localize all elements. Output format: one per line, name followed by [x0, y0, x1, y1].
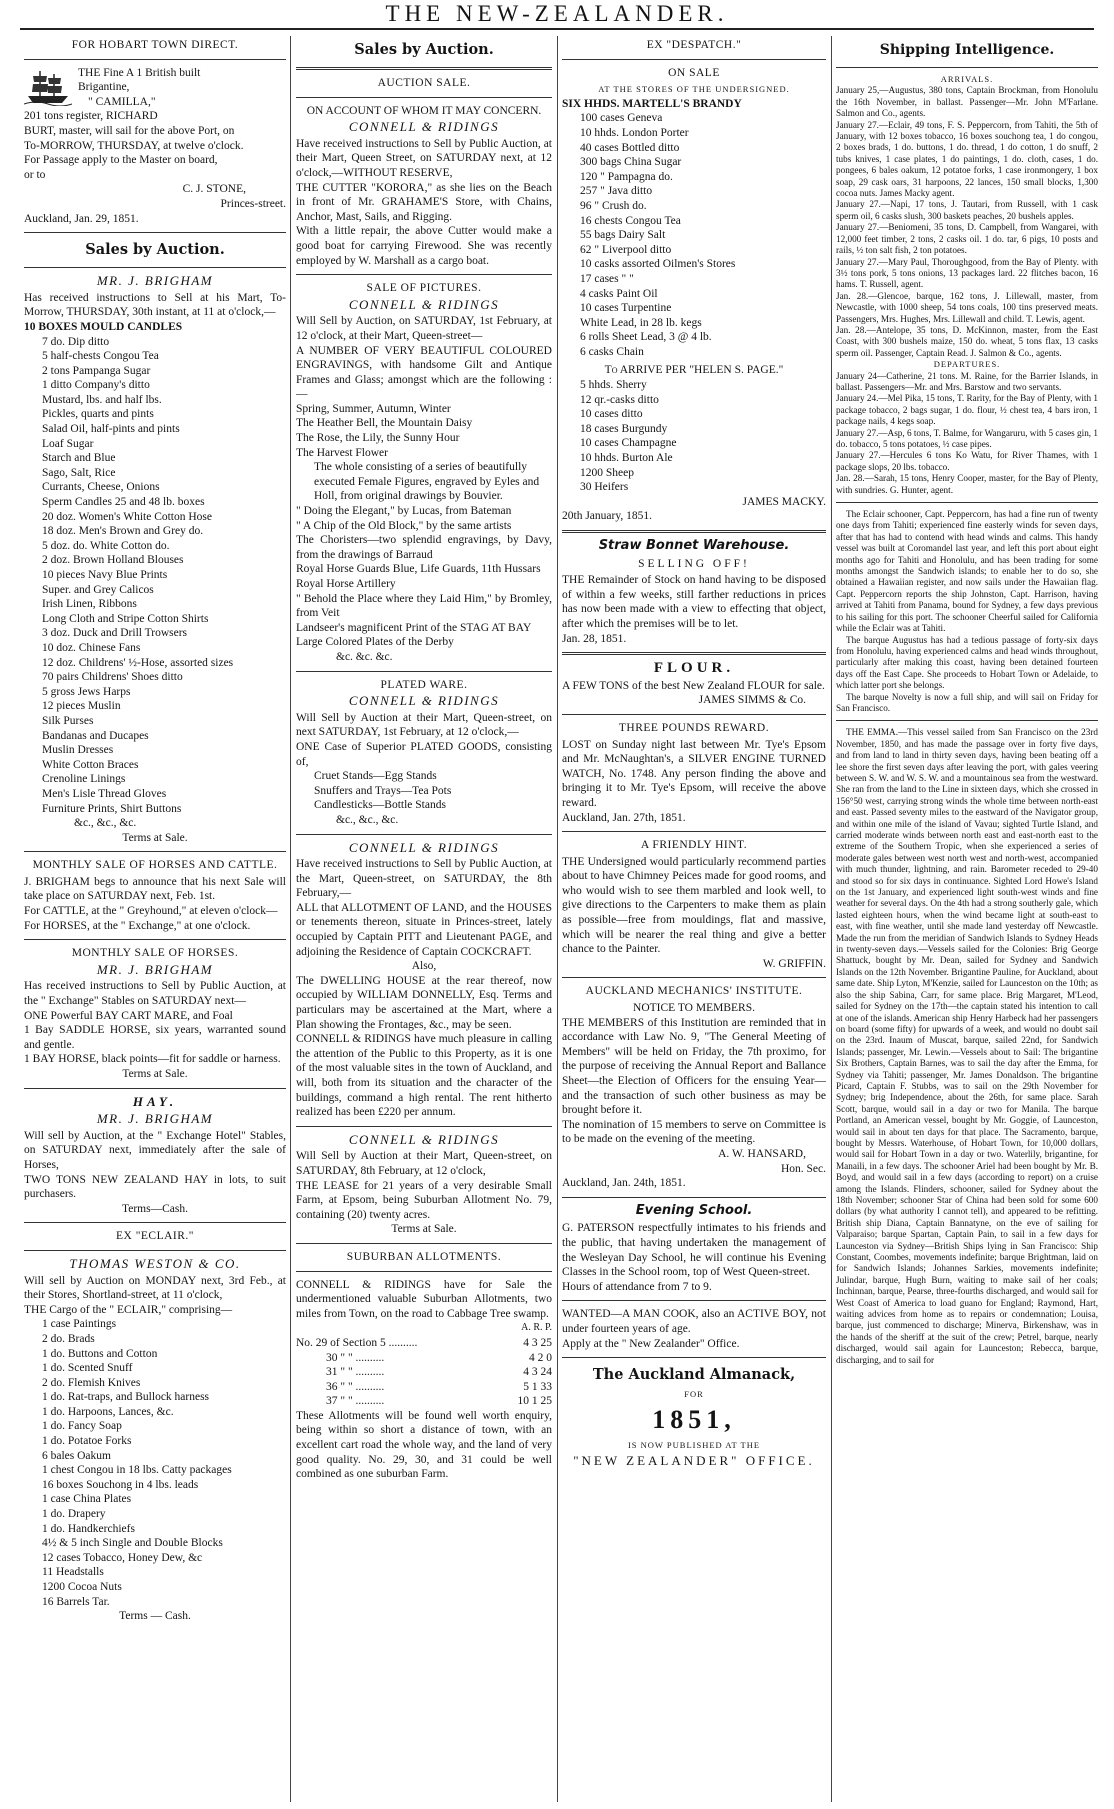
list-item: 6 bales Oakum: [42, 1449, 111, 1462]
list-item: 1 do. Rat-traps, and Bullock harness: [42, 1391, 210, 1404]
list-item: " Behold the Place where they Laid Him," by Bromley, from Veit: [296, 592, 552, 620]
divider: [24, 851, 286, 852]
ad-title: MONTHLY SALE OF HORSES AND CATTLE.: [32, 859, 278, 872]
ad-title: AUCKLAND MECHANICS' INSTITUTE.: [585, 985, 803, 998]
ad-body: A FEW TONS of the best New Zealand FLOUR for sale.: [562, 679, 825, 692]
list-item: 4 casks Paint Oil: [580, 287, 658, 300]
table-cell: No. 29 of Section 5 ..........: [296, 1336, 418, 1349]
signature: A. W. HANSARD,: [718, 1147, 806, 1160]
auctioneer: CONNELL & RIDINGS: [348, 296, 500, 312]
table-row: [296, 1365, 552, 1380]
list-item: White Cotton Braces: [42, 758, 139, 771]
ad-body: THE Undersigned would particularly recommend parties about to have Chimney Peices made for good rooms, and who would wish to see them marbled and look well, to give directions to the Carpenters to make them as plain as possible—free from mouldings, flat and massive, which will be nearer the real thing and give a better chance to the Painter.: [562, 855, 826, 956]
ad-intro: Will sell by Auction on MONDAY next, 3rd Feb., at their Stores, Shortland-street, at 11 o'clock,: [24, 1274, 286, 1302]
ad-body: Hours of attendance from 7 to 9.: [562, 1280, 712, 1293]
list-item: Jan. 28.—Sarah, 15 tons, Henry Cooper, master, for the Bay of Plenty, with sundries. G. Hunter, agent.: [836, 473, 1098, 495]
list-item: Sago, Salt, Rice: [42, 466, 116, 479]
section-header: Sales by Auction.: [85, 241, 225, 259]
ad-body: For CATTLE, at the " Greyhound," at eleven o'clock—: [24, 905, 278, 918]
list-item: Cruet Stands—Egg Stands: [314, 770, 437, 783]
table-cell: 4 3 25: [523, 1336, 552, 1349]
ad-subtitle: "NEW ZEALANDER" OFFICE.: [573, 1453, 815, 1469]
divider: [562, 714, 826, 715]
terms: Terms — Cash.: [119, 1610, 191, 1623]
ad-title: The Auckland Almanack,: [592, 1366, 796, 1384]
table-cell: 30 " " ..........: [326, 1351, 385, 1364]
list-item: 1 do. Scented Snuff: [42, 1362, 133, 1375]
ad-subtitle: ON ACCOUNT OF WHOM IT MAY CONCERN.: [306, 104, 542, 117]
signature: Hon. Sec.: [780, 1162, 826, 1175]
list-item: ONE Case of Superior PLATED GOODS, consisting of,: [296, 740, 552, 768]
divider: [562, 1357, 826, 1358]
list-item: 2 tons Pampanga Sugar: [42, 364, 151, 377]
ad-body: CONNELL & RIDINGS have for Sale the undermentioned valuable Suburban Allotments, two miles from Town, on the road to Cabbage Tree swamp.: [296, 1278, 552, 1320]
ad-title: Evening School.: [635, 1202, 753, 1218]
table-row: [296, 1351, 552, 1366]
list-item: 12 pieces Muslin: [42, 700, 121, 713]
terms: Terms—Cash.: [122, 1202, 188, 1215]
list-item: 16 chests Congou Tea: [580, 214, 681, 227]
divider: [24, 1222, 286, 1223]
list-item: 5 doz. do. White Cotton do.: [42, 539, 170, 552]
ad-intro: Have received instructions to Sell by Public Auction, at the Mart, Queen-street, on SATURDAY, the 8th February,—: [296, 858, 552, 900]
list-item: January 24—Catherine, 21 tons. M. Raine, for the Barrier Islands, in ballast. Passengers—Mr. and Mrs. Barstow and two servants.: [836, 370, 1098, 392]
list-item: 1 do. Fancy Soap: [42, 1420, 122, 1433]
divider: [836, 67, 1098, 68]
ad-body: LOST on Sunday night last between Mr. Tye's Epsom and Mr. McNaughtan's, a SILVER ENGINE TURNED WATCH, No. 1748. Any person finding the above and bringing it to Mr. Tye's Epsom, will receive the above reward.: [562, 738, 826, 809]
list-item: 55 bags Dairy Salt: [580, 229, 666, 242]
ad-subtitle: SELLING OFF!: [638, 557, 750, 570]
ad-body: 1 BAY HORSE, black points—fit for saddle or harness.: [24, 1053, 281, 1066]
ad-title: SUBURBAN ALLOTMENTS.: [346, 1250, 502, 1263]
divider: [562, 59, 826, 60]
auctioneer: CONNELL & RIDINGS: [348, 693, 500, 709]
year: 1851,: [652, 1404, 736, 1434]
auctioneer: MR. J. BRIGHAM: [96, 961, 214, 977]
divider: [836, 720, 1098, 721]
list-item: Crenoline Linings: [42, 773, 126, 786]
news-paragraph: The barque Novelty is now a full ship, and will sail on Friday for San Francisco.: [836, 691, 1098, 713]
divider: [24, 1088, 286, 1089]
table-cell: 36 " " ..........: [326, 1380, 385, 1393]
terms: Terms at Sale.: [122, 1068, 188, 1080]
list-item: 1 do. Harpoons, Lances, &c.: [42, 1405, 174, 1418]
divider: [24, 232, 286, 233]
list-item: 10 casks assorted Oilmen's Stores: [580, 258, 736, 271]
list-item: White Lead, in 28 lb. kegs: [580, 316, 702, 329]
ad-body: With a little repair, the above Cutter would make a good boat for carrying Firewood. She was recently employed by W. Marshall as a cargo boat.: [296, 225, 552, 267]
list-item: 5 half-chests Congou Tea: [42, 350, 159, 363]
list-item: 10 hhds. London Porter: [580, 126, 689, 139]
section-header: Sales by Auction.: [354, 41, 494, 58]
list-item: Pickles, quarts and pints: [42, 408, 154, 421]
ad-title: FOR HOBART TOWN DIRECT.: [71, 39, 239, 51]
list-item: 20 doz. Women's White Cotton Hose: [42, 510, 213, 523]
column-4: [836, 36, 1098, 1802]
list-item: 10 cases ditto: [580, 408, 643, 421]
ad-body: ALL that ALLOTMENT OF LAND, and the HOUSES or tenements thereon, situate in Princes-street, lately occupied by Captain PITT and Lieutenant PAGE, and adjoining the Residence of Captain COCKCRAFT.: [296, 901, 552, 958]
list-item: Men's Lisle Thread Gloves: [42, 787, 167, 800]
list-item: 11 Headstalls: [42, 1566, 104, 1579]
list-item: Super. and Grey Calicos: [42, 583, 154, 596]
list-item: 10 cases Champagne: [580, 437, 677, 450]
news-paragraph: The barque Augustus has had a tedious passage of forty-six days from Honolulu, having experienced calms and head winds throughout, particularly after making this coast, having been detained fourteen days off the East Cape. She proceeds to Hobart Town or Adelaide, to which latter port she belongs.: [836, 634, 1098, 691]
column-3: [562, 36, 826, 1802]
list-item: The Heather Bell, the Mountain Daisy: [296, 417, 473, 430]
divider: [24, 267, 286, 268]
list-item: 2 do. Flemish Knives: [42, 1376, 141, 1389]
ad-line: To-MORROW, THURSDAY, at twelve o'clock.: [24, 139, 244, 152]
list-item: 1200 Cocoa Nuts: [42, 1581, 122, 1593]
list-item: 1 do. Potatoe Forks: [42, 1435, 132, 1448]
ad-body: TWO TONS NEW ZEALAND HAY in lots, to suit purchasers.: [24, 1173, 286, 1201]
table-row: [296, 1336, 552, 1351]
list-item: 2 doz. Brown Holland Blouses: [42, 554, 184, 567]
list-item: January 27.—Beniomeni, 35 tons, D. Campbell, from Wangarei, with 12,000 feet timber, 2 tons, 2 casks oil. 1 do. tar, 6 pigs, 10 posts and rails, ½ ton salt fish, 2 ton potatoes.: [836, 222, 1098, 256]
list-item: 40 cases Bottled ditto: [580, 141, 680, 154]
ad-body: For HORSES, at the " Exchange," at one o'clock.: [24, 919, 251, 932]
divider: [562, 652, 826, 655]
list-item: January 27.—Hercules 6 tons Ko Watu, for River Thames, with 1 package slops, 20 lbs. tobacco.: [836, 450, 1098, 472]
ad-title: MONTHLY SALE OF HORSES.: [71, 947, 239, 960]
ad-body: A NUMBER OF VERY BEAUTIFUL COLOURED ENGRAVINGS, with handsome Gilt and Antique Frames and Glass; amongst which are the following :—: [296, 344, 552, 401]
date: Jan. 28, 1851.: [562, 632, 627, 645]
subheading: ARRIVALS.: [940, 74, 994, 84]
column-rule: [290, 36, 291, 1802]
table-cell: 4 2 0: [529, 1351, 552, 1364]
item-list: [24, 320, 286, 831]
signature: C. J. STONE,: [182, 183, 246, 196]
list-item: " Doing the Elegant," by Lucas, from Bateman: [296, 505, 512, 518]
ad-body: G. PATERSON respectfully intimates to his friends and the public, that having undertaken the management of the Wesleyan Day School, he will continue his Evening Classes in the School room, top of West Queen-street.: [562, 1222, 826, 1279]
list-item: Jan. 28.—Glencoe, barque, 162 tons, J. Lillewall, master, from Newcastle, with 1000 sheep, 54 tons coals, 100 tins preserved meats. Passengers, Mrs. Hughes, Mrs. Lillewall and child. T. Lewis, agent.: [836, 290, 1098, 324]
ad-title: Straw Bonnet Warehouse.: [598, 538, 790, 553]
ad-body: The whole consisting of a series of beautifully executed Female Figures, engraved by Eyles and Holl, from original drawings by Bouvier.: [314, 461, 540, 503]
list-item: 16 Barrels Tar.: [42, 1595, 110, 1608]
list-item: " A Chip of the Old Block," by the same artists: [296, 519, 512, 532]
list-item: 10 doz. Chinese Fans: [42, 641, 141, 654]
news-paragraph: THE EMMA.—This vessel sailed from San Francisco on the 23rd November, 1850, and has made the passage over in forty five days, and from land to land in thirty seven days, having been beating off a lee shore the first seven days after leaving the port, with gales veering between S. W. and W. S. W. and a mountainous sea from the westward. She ran from the land to the Line in sixteen days, which she crossed in 156°50 west, carrying strong winds the whole time between north-east and east. Passed seventy miles to the eastward of the Navigator group, and within one mile of the island of Vavau; sighted Turtle Island, and carried moderate winds between north east and east-north east to the extreme of the Southern Tropic, when she experienced a series of moderate gales between west north west and north-west, accompanied with much thunder, lightning, and rain. Barometer receded to 29-40 and stood so for six days in continuance. Sighted Lord Howe's Island on the 1st January, and experienced light south-west winds and fine weather for several days. On the 4th had a strong southerly gale, which lasted eighteen hours, when the wind became light at south-east to east, with fine weather, until she made land yesterday off Newcastle. Made the run from the meridian of Sandwich Islands to Sydney Heads in twenty-seven days.—Vessels sailed for the Colonies: Brig George Shattuck, bought by Mr. Dean, sailed for Sydney and Sandwich Islands on the 12th November. Brigantine Pauline, for Auckland, about same date. Ship Lyton, M'Kenzie, sailed for Launceston on the 10th; as also the ship Sabina, Carr, for same place. Brig Margaret, M'Leod, sailed for Sydney on the 17th—the captain stated his intention to call at one of the islands. American ship Henry Harbeck had her passengers on board (some fifty) for upwards of a week, and would no doubt sail on the 23rd. Inaum of Muscat, barque, sailed 22nd, for Sandwich Islands; passenger, Mr. Lewin.—Vessels about to Sail: The brigantine Six Brothers, Captain Barnes, was to sail the day after the Emma, for Sydney via Tahiti; passenger, Mr. James Donaldson. The brigantine Picard, Captain F. Stubbs, was to sail on the 29th November for Sydney; brig Independence, about the 26th, for same place. Sarah Scott, barque, would sail in a day or two for Manila. The barque Portland, an American vessel, bought by Mr. Goggie, of Launceston, would sail in about ten days for that place. The Sacramento, barque, bought by Messrs. Waterhouse, of Hobart Town, for 10,000 dollars, would sail for Hobart Town in a day or two. Waterlily, brigantine, for Manaili, in a few days. The schooner Ariel had been bought by Mr. B. Boyd, and would sail in a few days (according to report) on a cruise among the Islands. Flinders, schooner, sailed for Sydney about the 18th November; schooner Star of China had been sold for some 600 dollars (by what authority I cannot tell), and appeared to be refitting. British ship Diana, Captain Bannatyne, on the eve of sailing for Valparaiso; barque Spartan, Captain Pain, to sail in a few days for Launceston via Sydney—British Ships lying in San Francisco: Ship Constant, Coombes, movements indefinite; barque Brightman, laid on for Sandwich Islands; Johannes Sarkies, movements indefinite; Julindar, barque, Hugh Burn, waiting to make sail of her coals; Inchinnan, barque, Pearse, three-fourths discharged, and would sail for West Coast of America to load guano for England; Raymond, Hart, waiting advices from home as to repairs or condemnation; Louisa, barque, just commenced to discharge; Minerva, Birkenshaw, was in the hands of the sheriff at the suit of the crew; Petrel, barque, nearly discharged, would sail again for Launceston; Rebecca, barque, discharging, and to sail for: [836, 727, 1098, 1365]
list-item: 7 do. Dip ditto: [42, 335, 110, 348]
list-item: 120 " Pampagna do.: [580, 170, 673, 183]
ad-intro: Have received instructions to Sell by Public Auction, at their Mart, Queen Street, on SATURDAY next, at 12 o'clock,—WITHOUT RESERVE,: [296, 137, 552, 179]
ad-body: Will sell by Auction, at the " Exchange Hotel" Stables, on SATURDAY next, immediately after the sale of Horses,: [24, 1129, 286, 1171]
list-item: THE Cargo of the " ECLAIR," comprising—: [24, 1303, 233, 1316]
list-item: SIX HHDS. MARTELL'S BRANDY: [562, 97, 742, 110]
list-item: Muslin Dresses: [42, 744, 114, 757]
ad-subtitle: ON SALE: [668, 66, 720, 79]
list-item: 1 case Paintings: [42, 1318, 117, 1331]
table-cell: 10 1 25: [517, 1395, 552, 1408]
column-1: [24, 36, 286, 1802]
list-item: January 27.—Asp, 6 tons, T. Balme, for Wangaruru, with 5 cases gin, 1 do. tobacco, 5 tons potatoes, ½ case pipes.: [836, 427, 1098, 449]
signature: Princes-street.: [220, 197, 286, 210]
list-item: 10 BOXES MOULD CANDLES: [24, 320, 183, 333]
list-item: Royal Horse Guards Blue, Life Guards, 11th Hussars: [296, 563, 541, 576]
list-item: 5 gross Jews Harps: [42, 685, 131, 698]
ad-body: THE Remainder of Stock on hand having to be disposed of within a few weeks, still farther reductions in prices has now been made with a view to effecting that object, after which the premises will be to let.: [562, 574, 826, 630]
divider: [296, 1243, 552, 1244]
ad-line: Brigantine,: [78, 81, 130, 94]
ad-intro: Will Sell by Auction at their Mart, Queen-street, on SATURDAY, 8th February, at 12 o'clock,: [296, 1150, 552, 1177]
list-item: 3 doz. Duck and Drill Trowsers: [42, 627, 188, 640]
list-item: Irish Linen, Ribbons: [42, 598, 137, 611]
list-item: January 27.—Eclair, 49 tons, F. S. Peppercorn, from Tahiti, the 5th of January, with 12 boxes tobacco, 16 boxes souchong tea, 1 do congou, 2 boxes brads, 1 do. buttons, 1 do. thread, 1 do cotton, 1 do snuff, 2 tubs knives, 1 case plates, 1 do paintings, 1 do. cloth, cases, 1 do. pongees, 6 bales oakum, 12 potatoe forks, 1 case ironmongery, 1 box soap, 29 cask oars, 31 harpoons, 22 lances, 150 small blocks, 1,300 cocoa nuts. James Macky agent.: [836, 119, 1098, 199]
list-item: 4½ & 5 inch Single and Double Blocks: [42, 1537, 223, 1550]
ad-body: THE MEMBERS of this Institution are reminded that in accordance with Law No. 9, "The General Meeting of Members" will be held on Friday, the 7th proximo, for the purpose of receiving the Annual Report and Ballance Sheet—the Election of Officers for the ensuing Year—and the transaction of such other business as may be brought before it.: [562, 1016, 826, 1117]
list-item: 10 hhds. Burton Ale: [580, 452, 673, 465]
terms: Terms at Sale.: [122, 831, 188, 844]
auctioneer: CONNELL & RIDINGS: [348, 119, 500, 135]
divider: [562, 1300, 826, 1301]
divider: [296, 1126, 552, 1127]
divider: [562, 977, 826, 978]
list-item: Furniture Prints, Shirt Buttons: [42, 802, 182, 815]
list-item: The Rose, the Lily, the Sunny Hour: [296, 432, 460, 445]
list-item: Silk Purses: [42, 714, 94, 727]
list-item: 1 do. Buttons and Cotton: [42, 1347, 158, 1360]
ad-body: Apply at the " New Zealander" Office.: [562, 1337, 740, 1350]
list-item: The Harvest Flower: [296, 446, 388, 459]
list-item: 257 " Java ditto: [580, 185, 653, 198]
divider: [296, 67, 552, 70]
ad-subtitle: IS NOW PUBLISHED AT THE: [627, 1439, 761, 1450]
ad-body: The DWELLING HOUSE at the rear thereof, now occupied by WILLIAM DONNELLY, Esq. Terms and particulars may be ascertained at the Mart, where a Plan showing the Frontages, &c., may be seen.: [296, 974, 552, 1031]
list-item: Long Cloth and Stripe Cotton Shirts: [42, 612, 209, 625]
date: Auckland, Jan. 29, 1851.: [24, 212, 139, 225]
list-item: 12 doz. Childrens' ½-Hose, assorted sizes: [42, 656, 234, 669]
ad-body: THE LEASE for 21 years of a very desirable Small Farm, at Epsom, being Suburban Allotment No. 79, containing (20) twenty acres.: [296, 1179, 552, 1221]
list-item: &c., &c., &c.: [336, 813, 399, 826]
list-item: 18 cases Burgundy: [580, 422, 668, 435]
ad-body: ONE Powerful BAY CART MARE, and Foal: [24, 1009, 233, 1022]
divider: [296, 97, 552, 98]
list-item: Snuffers and Trays—Tea Pots: [314, 784, 452, 797]
column-rule: [831, 36, 832, 1802]
list-item: 96 " Crush do.: [580, 199, 647, 212]
divider: [24, 1250, 286, 1251]
auctioneer: THOMAS WESTON & CO.: [69, 1255, 241, 1271]
list-item: 70 pairs Childrens' Shoes ditto: [42, 671, 183, 684]
table-cell: 4 3 24: [523, 1366, 552, 1379]
terms: Terms at Sale.: [391, 1223, 457, 1236]
list-item: 62 " Liverpool ditto: [580, 243, 672, 256]
list-item: 1 case China Plates: [42, 1493, 132, 1506]
section-header: Shipping Intelligence.: [879, 42, 1055, 58]
divider: [562, 831, 826, 832]
divider: [296, 274, 552, 275]
ad-body: THE CUTTER "KORORA," as she lies on the Beach in front of Mr. GRAHAME'S Store, with Chains, Anchor, Mast, Sails, and Rigging.: [296, 181, 552, 223]
ad-subtitle: FOR: [684, 1389, 704, 1400]
auctioneer: MR. J. BRIGHAM: [96, 273, 214, 289]
date: Auckland, Jan. 24th, 1851.: [562, 1177, 686, 1190]
ad-hobart: [24, 38, 286, 226]
ad-line: For Passage apply to the Master on board,: [24, 154, 218, 167]
list-item: 12 cases Tobacco, Honey Dew, &c: [42, 1551, 203, 1564]
subheading: DEPARTURES.: [933, 359, 1001, 370]
ad-line: 201 tons register, RICHARD: [24, 110, 158, 123]
date: Auckland, Jan. 27th, 1851.: [562, 811, 686, 824]
table-header: A. R. P.: [521, 1322, 552, 1334]
list-item: 1200 Sheep: [580, 466, 634, 479]
date: 20th January, 1851.: [562, 510, 652, 523]
list-item: Spring, Summer, Autumn, Winter: [296, 402, 451, 415]
list-item: Candlesticks—Bottle Stands: [314, 799, 446, 812]
list-item: 2 do. Brads: [42, 1332, 95, 1345]
list-item: Royal Horse Artillery: [296, 578, 396, 590]
ad-line: or to: [24, 168, 46, 181]
column-rule: [557, 36, 558, 1802]
signature: JAMES SIMMS & Co.: [698, 694, 806, 707]
list-item: 1 ditto Company's ditto: [42, 379, 150, 392]
list-item: 10 cases Turpentine: [580, 302, 672, 315]
ad-title: HAY.: [132, 1093, 178, 1109]
auctioneer: CONNELL & RIDINGS: [348, 839, 500, 855]
ad-title: A FRIENDLY HINT.: [640, 839, 748, 852]
list-item: Loaf Sugar: [42, 437, 94, 450]
divider: [24, 59, 286, 60]
list-item: Landseer's magnificent Print of the STAG AT BAY: [296, 621, 532, 634]
list-item: 6 rolls Sheet Lead, 3 @ 4 lb.: [580, 331, 712, 344]
auctioneer: CONNELL & RIDINGS: [348, 1131, 500, 1147]
table-cell: 5 1 33: [523, 1380, 552, 1393]
ad-title: SALE OF PICTURES.: [366, 282, 482, 295]
list-item: 300 bags China Sugar: [580, 156, 682, 169]
list-item: 1 chest Congou in 18 lbs. Catty packages: [42, 1464, 232, 1477]
ad-intro: Will Sell by Auction at their Mart, Queen-street, on next SATURDAY, 1st February, at 12 o'clock,—: [296, 711, 552, 739]
divider: [24, 939, 286, 940]
masthead: THE NEW-ZEALANDER.: [20, 0, 1094, 30]
table-row: [296, 1380, 552, 1395]
list-item: 1 do. Handkerchiefs: [42, 1522, 135, 1535]
divider: [296, 1271, 552, 1272]
signature: JAMES MACKY.: [742, 495, 826, 508]
table-row: [296, 1394, 552, 1409]
list-item: &c. &c. &c.: [336, 650, 393, 663]
list-item: Jan. 28.—Antelope, 35 tons, D. McKinnon, master, from the East Coast, with 300 bushels maize, 150 do. wheat, 5 tons flax, 13 casks sperm oil. Passenger, Captain Read. J. Salmon & Co., agents.: [836, 324, 1098, 358]
ad-intro: Will Sell by Auction, on SATURDAY, 1st February, at 12 o'clock, at their Mart, Queen-street—: [296, 315, 552, 342]
list-item: January 25,—Augustus, 380 tons, Captain Brockman, from Honolulu the 16th November, in ballast. Passenger—Mr. John M'Farlane. Salmon and Co., agents.: [836, 85, 1098, 119]
list-item: 12 qr.-casks ditto: [580, 393, 659, 406]
ad-body: These Allotments will be found well worth enquiry, being within so short a distance of town, with an excellent cart road the whole way, and the land of very good quality. No. 29, 30, and 31 could be well combined as one suburban Farm.: [296, 1409, 552, 1481]
column-2: [296, 36, 552, 1802]
divider: [296, 671, 552, 672]
list-item: Starch and Blue: [42, 452, 116, 465]
ad-body: WANTED—A MAN COOK, also an ACTIVE BOY, not under fourteen years of age.: [562, 1308, 826, 1335]
list-item: 1 do. Drapery: [42, 1508, 106, 1521]
ad-title: FLOUR.: [653, 660, 735, 677]
list-item: 6 casks Chain: [580, 345, 644, 358]
list-item: Mustard, lbs. and half lbs.: [42, 393, 162, 406]
ad-body: 1 Bay SADDLE HORSE, six years, warranted sound and gentle.: [24, 1024, 286, 1051]
ad-line: BURT, master, will sail for the above Port, on: [24, 124, 235, 137]
list-item: Sperm Candles 25 and 48 lb. boxes: [42, 496, 205, 509]
ad-title: PLATED WARE.: [380, 678, 468, 691]
ad-body: The nomination of 15 members to serve on Committee is to be made on the evening of the meeting.: [562, 1118, 826, 1146]
list-item: 30 Heifers: [580, 481, 629, 494]
list-item: January 27.—Napi, 17 tons, J. Tautari, from Russell, with 1 cask sperm oil, 6 casks slush, 300 baskets peaches, 20 bushels apples.: [836, 199, 1098, 221]
auctioneer: MR. J. BRIGHAM: [96, 1111, 214, 1127]
list-item: 100 cases Geneva: [580, 112, 663, 125]
list-item: Currants, Cheese, Onions: [42, 481, 160, 494]
ad-body: CONNELL & RIDINGS have much pleasure in calling the attention of the Public to this Property, as it is one of the most valuable sites in the town of Auckland, and will, both from its situation and the character of the buildings, command a high rental. The rent hitherto realized has been £220 per annum.: [296, 1033, 552, 1119]
list-item: 17 cases " ": [580, 272, 634, 285]
ad-subtitle: To ARRIVE PER "HELEN S. PAGE.": [604, 364, 784, 377]
signature: W. GRIFFIN.: [762, 957, 826, 970]
ad-title: EX "DESPATCH.": [646, 39, 742, 51]
list-item: January 27.—Mary Paul, Thoroughgood, from the Bay of Plenty. with 3½ tons pork, 5 tons onions, 13 packages lard. 22 flitches bacon, 16 hams. T. Russell, agent.: [836, 256, 1098, 290]
list-item: 10 pieces Navy Blue Prints: [42, 569, 168, 581]
news-paragraph: The Eclair schooner, Capt. Peppercorn, has had a fine run of twenty one days from Tahiti; experienced fine easterly winds for seven days, after that has had to contend with head winds and calms. This handy vessel was built at Coromandel last year, and left this port about eight months ago for Tahiti and Honolulu, and has been trading for some months amongst the Sandwich islands; to enable her to do so, she obtained a Hawaiian register, and now sails under the Hawaiian flag. Capt. Peppercorn reports the ship Johnston, Capt. Harrison, having arrived at Tahiti from Panama, bound for Sydney, a few days previous to his sailing for this port. The schooner Cheerful sailed for California while the Eclair was at Tahiti.: [836, 509, 1098, 634]
divider: [562, 1197, 826, 1198]
ship-icon: [24, 68, 72, 106]
list-item: Large Colored Plates of the Derby: [296, 636, 454, 649]
divider: [836, 502, 1098, 503]
table-cell: 31 " " ..........: [326, 1366, 385, 1379]
divider: [296, 834, 552, 835]
divider: [562, 530, 826, 533]
list-item: 5 hhds. Sherry: [580, 379, 647, 392]
ad-subtitle: AT THE STORES OF THE UNDERSIGNED.: [598, 84, 790, 95]
list-item: The Choristers—two splendid engravings, by Davy, from the drawings of Barraud: [296, 534, 552, 561]
ad-title: THREE POUNDS REWARD.: [618, 721, 770, 734]
ad-line: THE Fine A 1 British built: [78, 66, 201, 79]
list-item: Bandanas and Ducapes: [42, 729, 149, 742]
ad-title: EX "ECLAIR.": [116, 1230, 194, 1243]
list-item: January 24.—Mel Pika, 15 tons, T. Rarity, for the Bay of Plenty, with 1 package tobacco, 2 bags sugar, 1 do. flour, ½ chest tea, 4 bars iron, 1 package nails, 4 kegs soap.: [836, 393, 1098, 427]
ad-body: Also,: [411, 960, 437, 973]
ad-subtitle: NOTICE TO MEMBERS.: [633, 1002, 755, 1015]
list-item: 16 boxes Souchong in 4 lbs. leads: [42, 1478, 199, 1491]
ad-body: Has received instructions to Sell by Public Auction, at the " Exchange" Stables on SATURDAY next—: [24, 980, 286, 1008]
ad-title: AUCTION SALE.: [377, 77, 471, 89]
ad-line: " CAMILLA,": [88, 95, 156, 108]
list-item: Salad Oil, half-pints and pints: [42, 423, 180, 436]
ad-body: J. BRIGHAM begs to announce that his next Sale will take place on SATURDAY next, Feb. 1st.: [24, 875, 286, 903]
list-item: 18 doz. Men's Brown and Grey do.: [42, 525, 204, 538]
ad-intro: Has received instructions to Sell at his Mart, To-Morrow, THURSDAY, 30th instant, at 11 at o'clock,—: [24, 291, 286, 319]
list-item: &c., &c., &c.: [74, 817, 137, 830]
table-cell: 37 " " ..........: [326, 1395, 385, 1408]
